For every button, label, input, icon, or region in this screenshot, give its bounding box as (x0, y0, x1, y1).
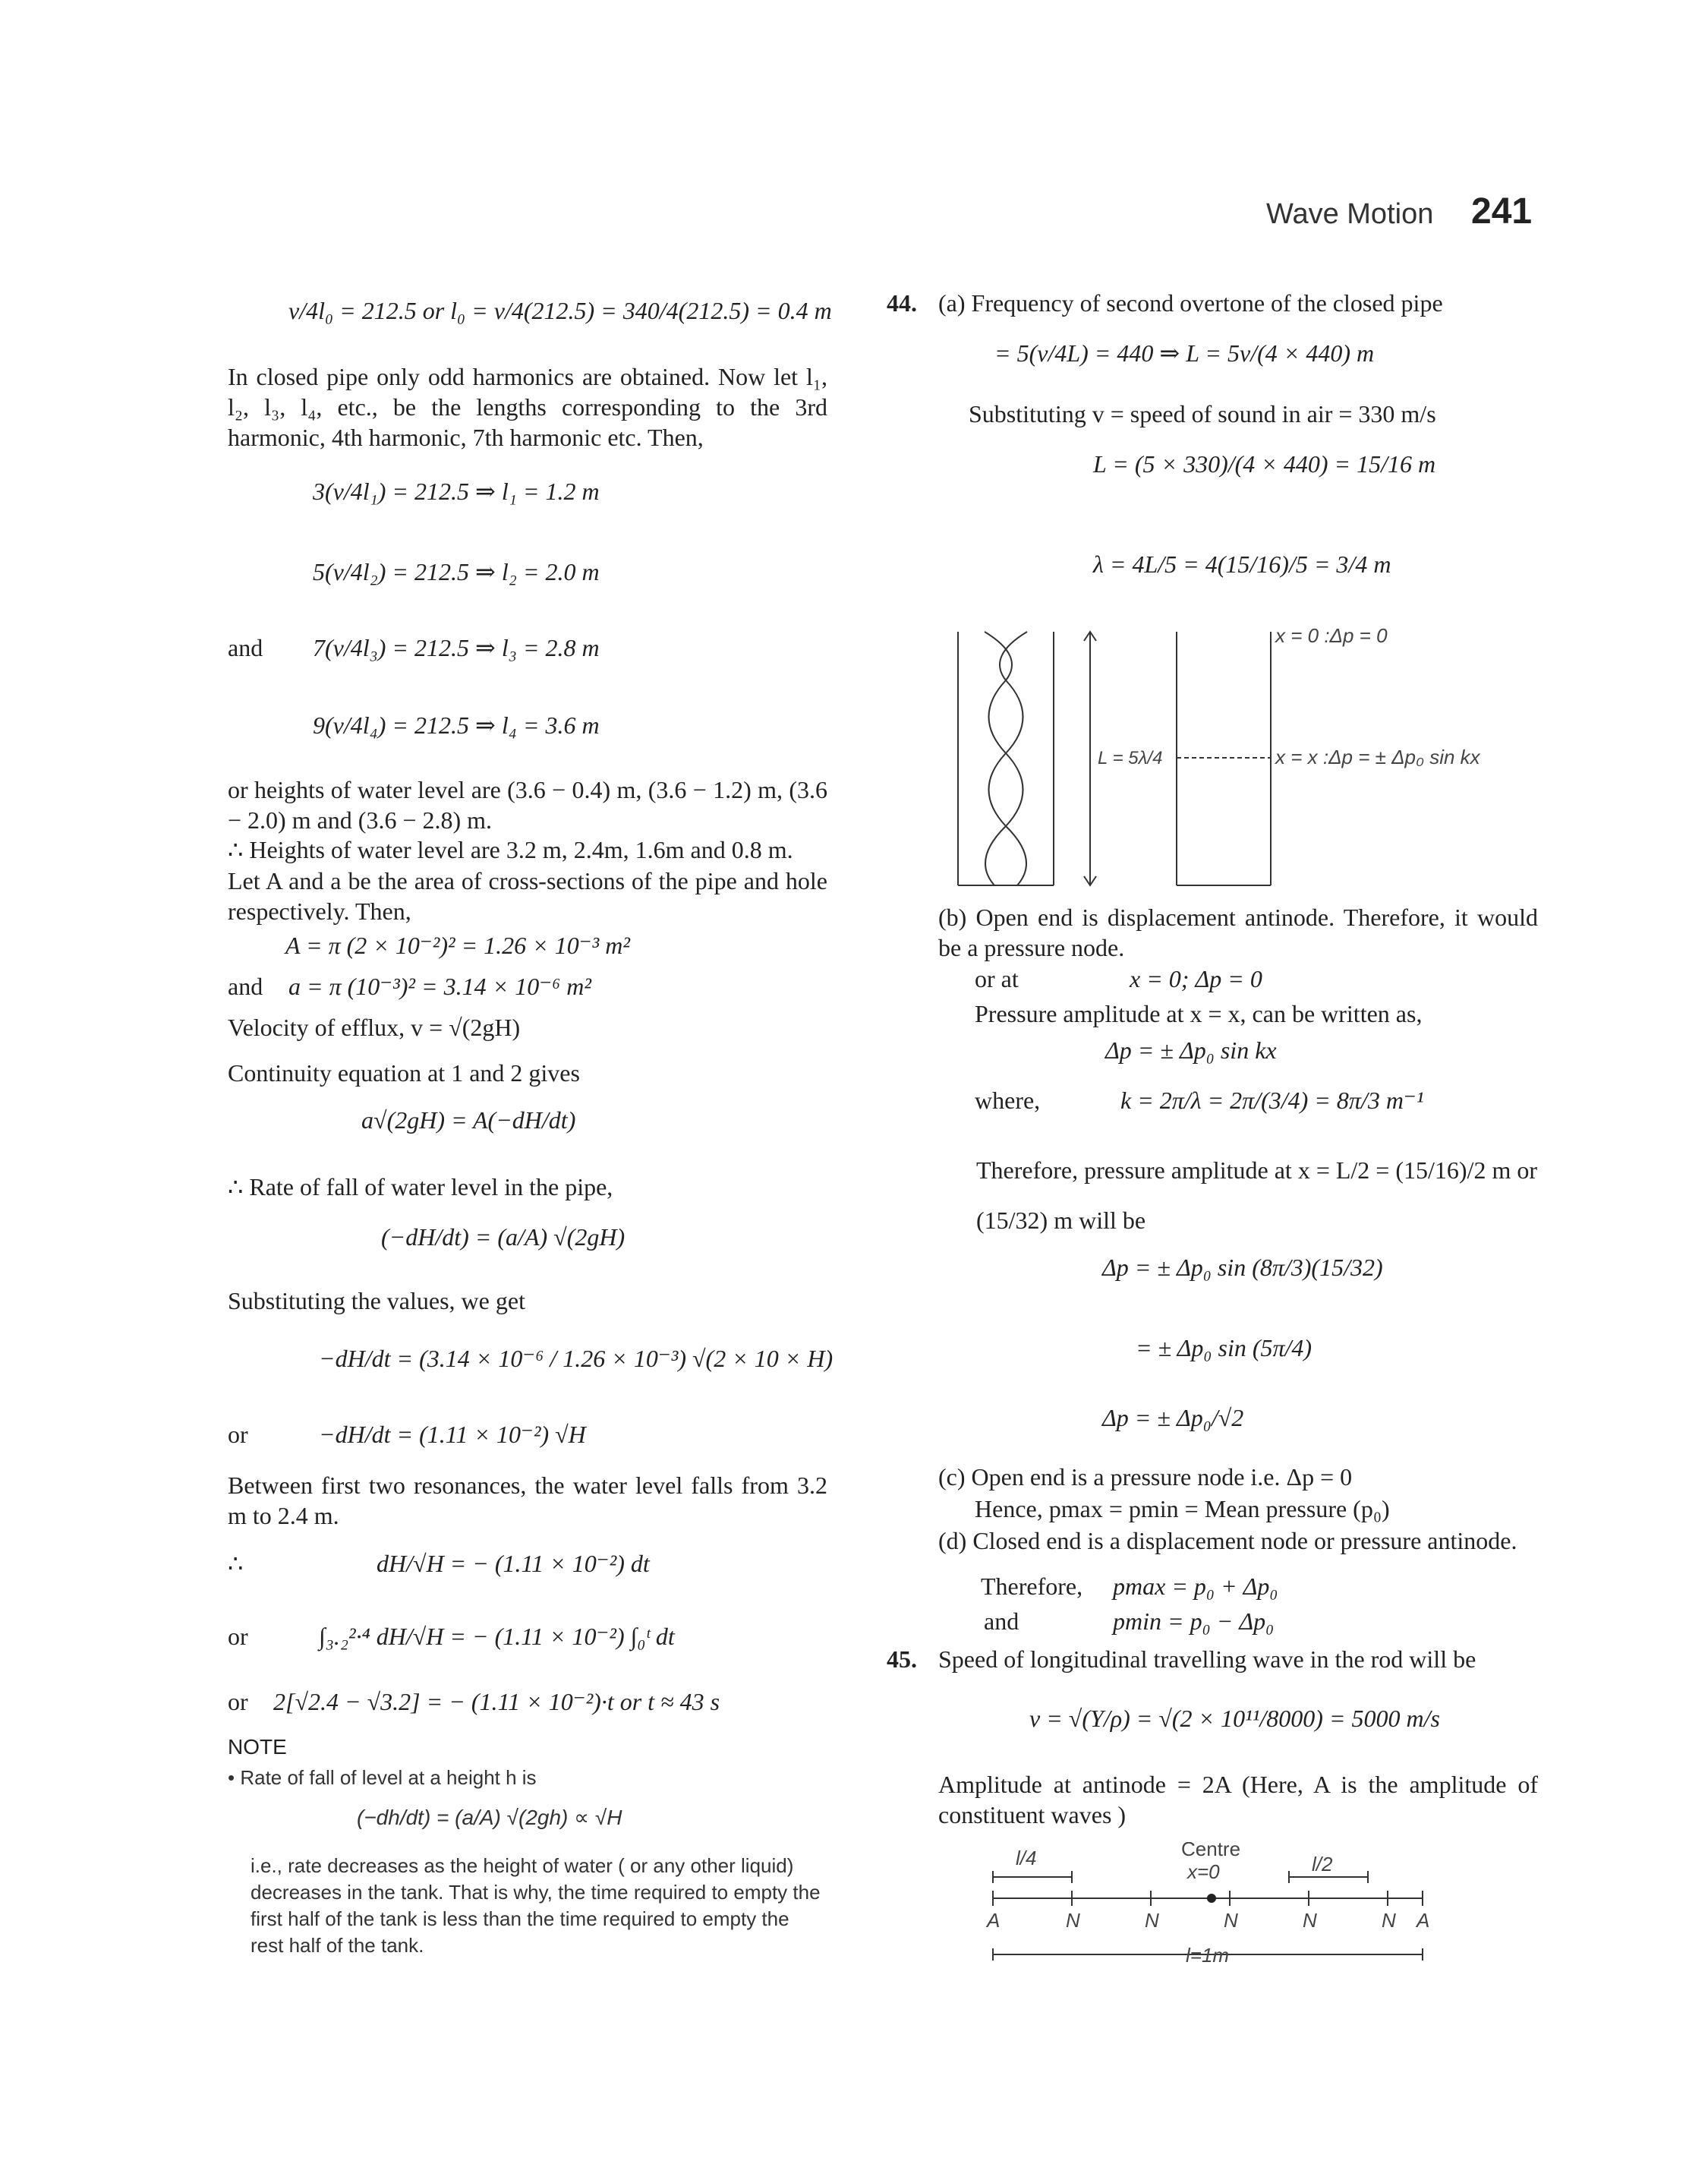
continuity-text: Continuity equation at 1 and 2 gives (228, 1059, 580, 1087)
paragraph-heights-result: ∴ Heights of water level are 3.2 m, 2.4m, 1.6m and 0.8 m. (228, 836, 793, 863)
equation-dp2: = ± Δp₀ sin (5π/4) (1136, 1334, 1313, 1361)
therefore-amplitude: Therefore, pressure amplitude at x = L/2 = (15/16)/2 m or (976, 1156, 1537, 1184)
equation-v: v = √(Y/ρ) = √(2 × 10¹¹/8000) = 5000 m/s (1029, 1705, 1440, 1732)
equation-continuity: a√(2gH) = A(−dH/dt) (361, 1106, 576, 1134)
part-d-heading: (d) Closed end is a displacement node or pressure antinode. (938, 1527, 1517, 1554)
equation-rate: (−dH/dt) = (a/A) √(2gH) (381, 1223, 626, 1251)
equation-lambda: λ = 4L/5 = 4(15/16)/5 = 3/4 m (1093, 550, 1391, 578)
part-b-or-at: or at (975, 965, 1019, 992)
equation-a: a = π (10⁻³)² = 3.14 × 10⁻⁶ m² (288, 973, 591, 1000)
velocity-efflux: Velocity of efflux, v = √(2gH) (228, 1014, 521, 1041)
label-rod-length: l=1m (1186, 1944, 1230, 1967)
equation-second-overtone: = 5(v/4L) = 440 ⇒ L = 5v/(4 × 440) m (994, 339, 1375, 367)
paragraph-areas: Let A and a be the area of cross-sections of the pipe and hole respectively. Then, (228, 867, 827, 925)
part-c-heading: (c) Open end is a pressure node i.e. Δp = 0 (938, 1463, 1353, 1491)
equation-l1: 3(v/4l₁) = 212.5 ⇒ l₁ = 1.2 m (313, 478, 600, 505)
node-label: N (1303, 1909, 1317, 1932)
equation-l3: 7(v/4l₃) = 212.5 ⇒ l₃ = 2.8 m (313, 634, 600, 661)
amplitude-1532: (15/32) m will be (976, 1207, 1146, 1234)
running-header-chapter: Wave Motion (1266, 198, 1434, 230)
node-label: N (1066, 1909, 1080, 1932)
paragraph-closed-pipe: In closed pipe only odd harmonics are obtained. Now let l₁, l₂, l₃, l₄, etc., be the lengths corresponding to the 3rd harmonic, 4th harmonic, 7th harmonic etc. Then, (228, 363, 827, 451)
label-centre-x0: x=0 (1187, 1860, 1220, 1883)
part-b-heading: (b) Open end is displacement antinode. Therefore, it would be a pressure node. (938, 904, 1538, 961)
label-L: L = 5λ/4 (1098, 748, 1163, 768)
equation-dp3: Δp = ± Δp₀/√2 (1102, 1404, 1244, 1431)
equation-l0: v/4l₀ = 212.5 or l₀ = v/4(212.5) = 340/4(212.5) = 0.4 m (288, 297, 832, 324)
equation-k: k = 2π/λ = 2π/(3/4) = 8π/3 m⁻¹ (1120, 1087, 1424, 1114)
closed-pipe-diagram (949, 623, 1526, 896)
label-or-3: or (228, 1688, 248, 1715)
note-heading: NOTE (228, 1735, 287, 1759)
equation-A: A = π (2 × 10⁻²)² = 1.26 × 10⁻³ m² (285, 932, 630, 959)
rate-text: ∴ Rate of fall of water level in the pipe, (228, 1173, 613, 1200)
question-44-number: 44. (887, 289, 917, 317)
part-c-hence: Hence, pmax = pmin = Mean pressure (p₀) (975, 1495, 1390, 1522)
equation-dp1: Δp = ± Δp₀ sin (8π/3)(15/32) (1102, 1254, 1383, 1281)
label-half-l: l/2 (1312, 1853, 1333, 1875)
pressure-amplitude-text: Pressure amplitude at x = x, can be written as, (975, 1000, 1423, 1027)
part-d-and: and (984, 1607, 1019, 1635)
equation-or-1: −dH/dt = (1.11 × 10⁻²) √H (319, 1421, 586, 1448)
equation-pmin: pmin = p₀ − Δp₀ (1113, 1607, 1275, 1635)
label-where: where, (975, 1087, 1041, 1114)
note-paragraph: i.e., rate decreases as the height of water ( or any other liquid) decreases in the tank. That is why, the time required to empty the first half of the tank is less than the time required to empty the rest half of the tank. (251, 1854, 821, 1957)
node-label: N (1145, 1909, 1159, 1932)
equation-integral: ∫₃.₂²·⁴ dH/√H = − (1.11 × 10⁻²) ∫₀ᵗ dt (319, 1623, 675, 1650)
label-and: and (228, 634, 263, 661)
amplitude-antinode-text: Amplitude at antinode = 2A (Here, A is the amplitude of constituent waves ) (938, 1771, 1538, 1828)
symbol-therefore: ∴ (228, 1550, 244, 1577)
equation-l2: 5(v/4l₂) = 212.5 ⇒ l₂ = 2.0 m (313, 558, 600, 585)
equation-substituted: −dH/dt = (3.14 × 10⁻⁶ / 1.26 × 10⁻³) √(2 × 10 × H) (319, 1345, 834, 1372)
equation-dp: Δp = ± Δp₀ sin kx (1105, 1036, 1277, 1064)
equation-pmax: pmax = p₀ + Δp₀ (1113, 1573, 1278, 1600)
node-label: A (987, 1909, 1001, 1932)
substituting-text: Substituting the values, we get (228, 1287, 525, 1314)
label-xx: x = x :Δp = ± Δp₀ sin kx (1275, 746, 1480, 768)
label-or-1: or (228, 1421, 248, 1448)
paragraph-between: Between first two resonances, the water level falls from 3.2 m to 2.4 m. (228, 1472, 827, 1529)
equation-l4: 9(v/4l₄) = 212.5 ⇒ l₄ = 3.6 m (313, 711, 600, 739)
label-quarter-l: l/4 (1016, 1847, 1037, 1869)
note-bullet: • Rate of fall of level at a height h is (228, 1766, 537, 1789)
equation-time: 2[√2.4 − √3.2] = − (1.11 × 10⁻²)·t or t ≈ 43 s (273, 1688, 720, 1715)
node-label: A (1417, 1909, 1430, 1932)
label-or-2: or (228, 1623, 248, 1650)
equation-integral-setup: dH/√H = − (1.11 × 10⁻²) dt (377, 1550, 650, 1577)
label-centre: Centre (1181, 1842, 1241, 1860)
note-equation: (−dh/dt) = (a/A) √(2gh) ∝ √H (357, 1806, 622, 1829)
page-number: 241 (1471, 191, 1533, 232)
node-label: N (1224, 1909, 1238, 1932)
question-45-number: 45. (887, 1645, 917, 1673)
part-a-heading: (a) Frequency of second overtone of the closed pipe (938, 289, 1443, 317)
centre-point (1207, 1894, 1216, 1903)
node-label: N (1382, 1909, 1396, 1932)
part-b-condition: x = 0; Δp = 0 (1130, 965, 1262, 992)
substituting-v: Substituting v = speed of sound in air = 330 m/s (969, 400, 1436, 427)
rod-nodes-diagram (972, 1842, 1442, 1968)
question-45-text: Speed of longitudinal travelling wave in the rod will be (938, 1645, 1476, 1673)
label-and-2: and (228, 973, 263, 1000)
part-d-therefore: Therefore, (981, 1573, 1083, 1600)
label-x0: x = 0 :Δp = 0 (1275, 624, 1388, 647)
equation-L: L = (5 × 330)/(4 × 440) = 15/16 m (1093, 450, 1436, 478)
paragraph-heights: or heights of water level are (3.6 − 0.4) m, (3.6 − 1.2) m, (3.6 − 2.0) m and (3.6 − 2.8) m. (228, 776, 827, 834)
